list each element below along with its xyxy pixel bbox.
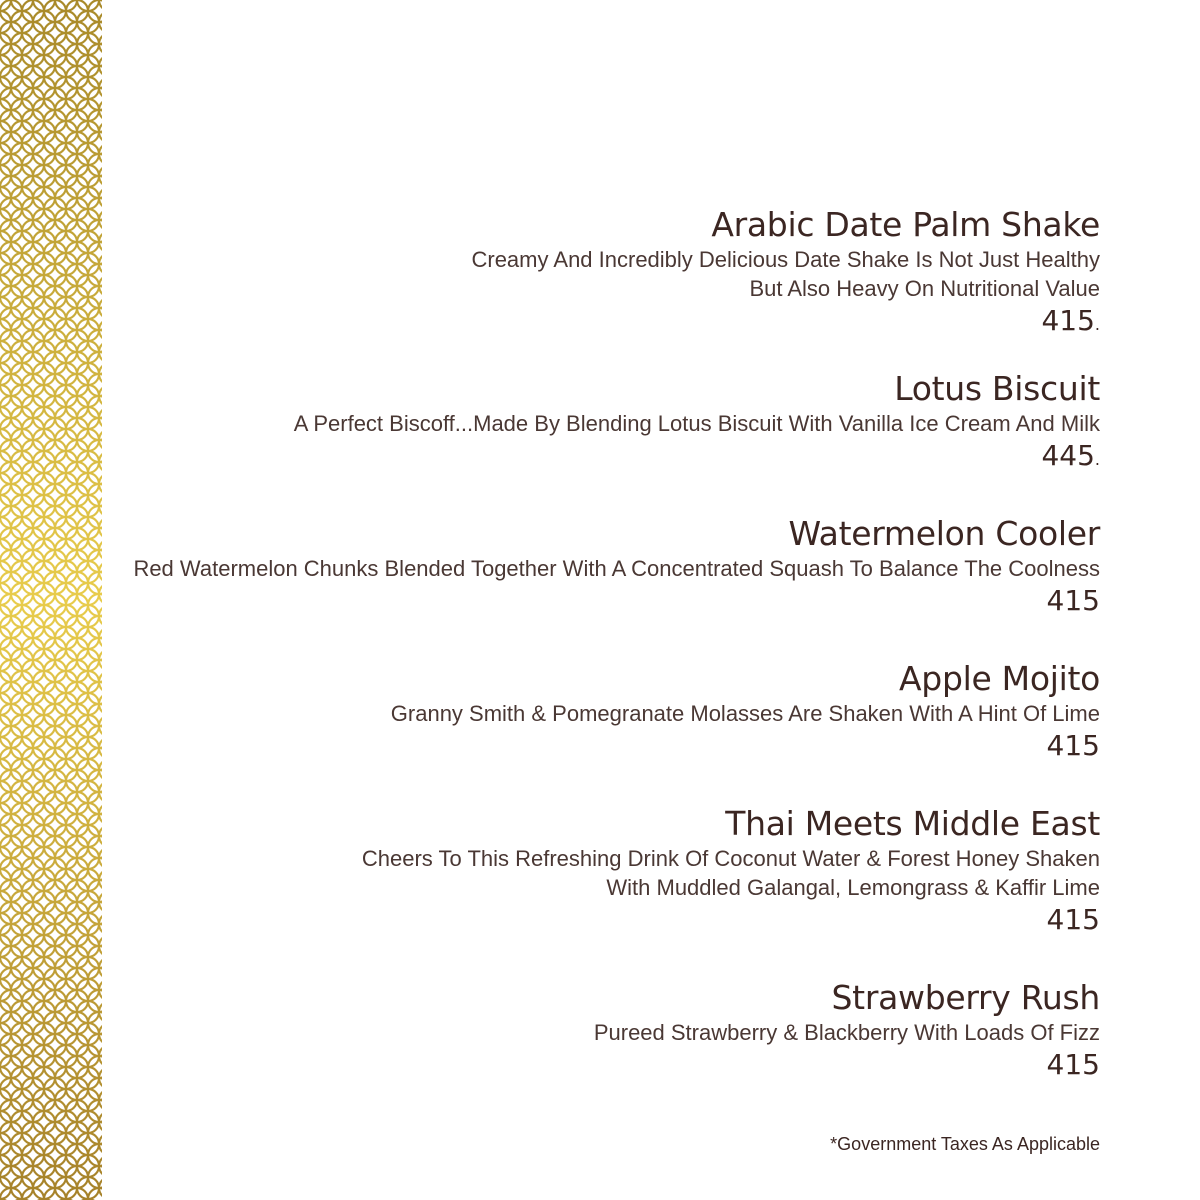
price-value: 445 <box>1041 439 1095 472</box>
item-name: Apple Mojito <box>899 659 1100 698</box>
item-name: Arabic Date Palm Shake <box>711 205 1100 244</box>
price-value: 415 <box>1041 304 1095 337</box>
decorative-pattern-border <box>0 0 102 1200</box>
item-price: 415 <box>1046 903 1100 936</box>
tax-footnote: *Government Taxes As Applicable <box>830 1134 1100 1154</box>
menu-item-lotus-biscuit <box>100 369 1100 478</box>
item-description: Cheers To This Refreshing Drink Of Coconut Water & Forest Honey Shaken <box>361 846 1100 871</box>
item-price <box>100 438 1100 478</box>
item-price: 415 <box>1046 729 1100 762</box>
menu-item-thai-meets-middle-east <box>100 804 1100 938</box>
item-description: But Also Heavy On Nutritional Value <box>749 276 1100 301</box>
price-dot: . <box>1094 315 1100 334</box>
price-dot: . <box>1094 450 1100 469</box>
item-description: Pureed Strawberry & Blackberry With Loads Of Fizz <box>593 1020 1100 1045</box>
item-description: Creamy And Incredibly Delicious Date Shake Is Not Just Healthy <box>471 247 1100 272</box>
menu-item-watermelon-cooler <box>100 514 1100 619</box>
item-name: Watermelon Cooler <box>788 514 1100 553</box>
item-description: With Muddled Galangal, Lemongrass & Kaffir Lime <box>606 875 1100 900</box>
item-price <box>100 303 1100 343</box>
item-description: Red Watermelon Chunks Blended Together With A Concentrated Squash To Balance The Coolness <box>133 556 1100 581</box>
item-description: A Perfect Biscoff...Made By Blending Lotus Biscuit With Vanilla Ice Cream And Milk <box>293 411 1100 436</box>
item-name: Thai Meets Middle East <box>725 804 1100 843</box>
menu-item-arabic-date-palm-shake <box>100 205 1100 343</box>
item-price: 415 <box>1046 1048 1100 1081</box>
menu-item-strawberry-rush <box>100 978 1100 1083</box>
item-description: Granny Smith & Pomegranate Molasses Are Shaken With A Hint Of Lime <box>390 701 1100 726</box>
item-price: 415 <box>1046 584 1100 617</box>
item-name: Lotus Biscuit <box>894 369 1100 408</box>
item-name: Strawberry Rush <box>831 978 1100 1017</box>
menu-item-apple-mojito <box>100 659 1100 764</box>
